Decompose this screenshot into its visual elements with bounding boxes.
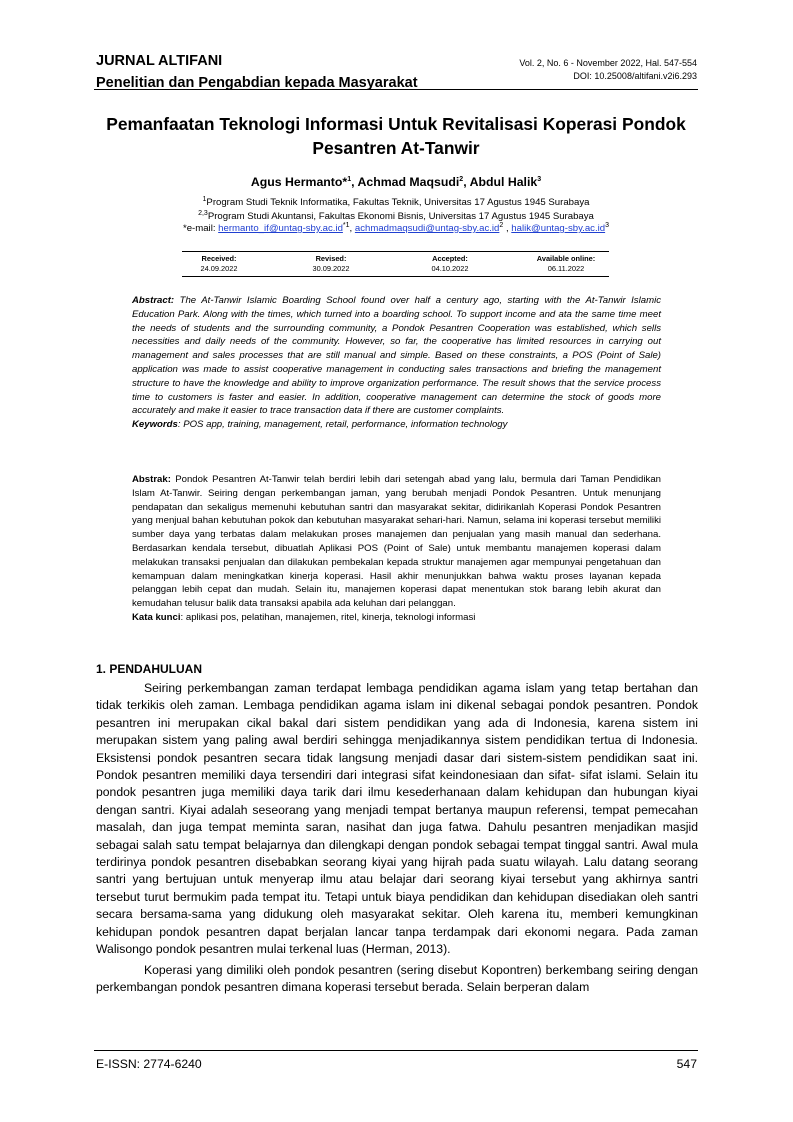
author-list (96, 175, 696, 189)
section-heading: 1. PENDAHULUAN (96, 662, 203, 676)
abstract-en-label: Abstract: (132, 295, 175, 306)
email-sep-1: , (349, 223, 355, 235)
journal-header (96, 52, 418, 93)
affiliation-2-text: Program Studi Akuntansi, Fakultas Ekonomi Bisnis, Universitas 17 Agustus 1945 Surabaya (207, 211, 594, 223)
abstract-id-text: Pondok Pesantren At-Tanwir telah berdiri lebih dari setengah abad yang lalu, bermula dari Taman Pendidikan Islam At-Tanwir. Seiring dengan perkembangan jaman, yang berubah menjadi Pondok Pesantren. Untuk menunjang pendapatan dan sekaligus memenuhi kebutuhan santri dan masyarakat sekitar, didirikanlah Koperasi Pondok Pesantren yang menjual bahan kebutuhan pokok dan kebutuhan masyarakat sehari-hari. Namun, selama ini koperasi tersebut memiliki sumber daya yang terbatas dalam melakukan proses manajemen dan penjualan yang masih manual dan sederhana. Berdasarkan kendala tersebut, dibuatlah Aplikasi POS (Point of Sale) untuk membantu manajemen koperasi dalam melakukan transaksi penjualan dan dilakukan pembekalan kepada struktur manajemen agar mempunyai pengetahuan dan kemampuan dalam meningkatkan kinerja koperasi. Hasil akhir menunjukkan bahwa waktu proses layanan kepada pelanggan lebih cepat dan mudah. Selain itu, manajemen koperasi dapat menentukan stok barang lebih akurat dan kemudahan telusur balik data transaksi apabila ada keluhan dari pelanggan. (132, 474, 661, 610)
affiliation-1-sup: 1 (202, 196, 207, 203)
accepted-label: Accepted: (432, 254, 468, 263)
email-link-3[interactable]: halik@untag-sby.ac.id (511, 223, 606, 235)
abstract-en-paragraph (132, 294, 661, 418)
body-text (96, 680, 698, 999)
online-label: Available online: (536, 254, 596, 263)
journal-name: JURNAL ALTIFANI (96, 53, 223, 69)
email-line (96, 222, 696, 234)
keywords-id (132, 611, 661, 625)
keywords-en-label: Keywords (132, 419, 178, 431)
email-2-sup: 2 (499, 222, 504, 229)
date-revised (281, 254, 381, 274)
email-sep-2: , (503, 223, 512, 235)
doi: DOI: 10.25008/altifani.v2i6.293 (573, 71, 697, 81)
author-1-sup: 1 (347, 175, 352, 183)
body-paragraph-1: Seiring perkembangan zaman terdapat lembaga pendidikan agama islam yang tetap bertahan dan tidak terkikis oleh zaman. Lembaga pendidikan agama islam ini dikenal sebagai pondok pesantren. Pondok pesantren ini merupakan cikal bakal dari sistem pendidikan yang ada di Indonesia, karena sistem ini merupakan sistem yang paling awal berdiri sehingga menjadikannya sistem pendidikan tertua di Indonesia. Eksistensi pondok pesantren secara tidak langsung menjadi dasar dari sistem-sistem pendidikan saat ini. Pondok pesantren memiliki daya tersendiri dari integrasi sifat keindonesiaan dan sifat- sifat islami. Selain itu pondok pesantren juga memiliki daya tarik dari ilmu kesederhanaan dalam kehidupan dan hubungan kiyai dengan santri. Kiyai adalah seseorang yang menjadi tempat bertanya maupun referensi, tempat pemecahan masalah, dan juga tempat meminta saran, nasihat dan juga fatwa. Dahulu pesantren menjadikan masjid sebagai salah satu tempat belajarnya dan dilengkapi dengan pondok sebagai tempat tinggal santri. Awal mula terdirinya pondok pesantren disebabkan seorang kiyai yang hijrah pada suatu wilayah. Lalu datang seorang santri yang bertujuan untuk menyerap ilmu atau belajar dari seorang kiyai tersebut yang akhirnya santri tersebut turut bermukim pada tempat itu. Tetapi untuk biaya pendidikan dan kehidupan disediakan oleh santri secara bersama-sama yang didukung oleh masyarakat sekitar. Oleh karena itu, memberi kemungkinan kehidupan pondok pesantren dapat berjalan lancar tanpa terdampak dari ekonomi negara. Pada zaman Walisongo pondok pesantren mulai terkenal luas (Herman, 2013). (96, 681, 698, 957)
affiliation-1-text: Program Studi Teknik Informatika, Fakultas Teknik, Universitas 17 Agustus 1945 Surabaya (206, 197, 590, 209)
revised-label: Revised: (315, 254, 347, 263)
footer-issn: E-ISSN: 2774-6240 (96, 1057, 202, 1071)
footer-divider (94, 1050, 698, 1051)
volume-info: Vol. 2, No. 6 - November 2022, Hal. 547-554 (519, 58, 697, 68)
date-online (516, 254, 616, 274)
revised-date: 30.09.2022 (312, 264, 350, 273)
abstract-en-text: The At-Tanwir Islamic Boarding School found over half a century ago, starting with the At-Tanwir Islamic Education Park. Along with the times, which turned into a boarding school. To support income and ata the same time meet the needs of students and the surrounding community, a Pondok Pesantren Cooperation was established, which sells necessities and daily needs of the community. However, so far, the cooperative has limited resources in carrying out management and sales processes that are still manual and simple. Based on these constraints, a POS (Point of Sale) application was made to assist cooperative management in conducting sales transactions and briefing the management structure to have the knowledge and ability to improve organization performance. The result shows that the service process time to customers is faster and easier. In addition, cooperative management can determine the stock of goods more accurately and make it easier to trace transaction data if there are customer complaints. (132, 295, 661, 417)
email-link-2[interactable]: achmadmaqsudi@untag-sby.ac.id (354, 223, 500, 235)
journal-subtitle: Penelitian dan Pengabdian kepada Masyarakat (96, 75, 418, 91)
journal-meta (519, 57, 697, 83)
header-divider (94, 89, 698, 90)
accepted-date: 04.10.2022 (431, 264, 469, 273)
email-link-1[interactable]: hermanto_if@untag-sby.ac.id (218, 223, 343, 235)
abstract-id-paragraph (132, 473, 661, 611)
article-title: Pemanfaatan Teknologi Informasi Untuk Revitalisasi Koperasi Pondok Pesantren At-Tanwir (106, 114, 686, 158)
abstract-english (132, 294, 661, 432)
keywords-en-text: : POS app, training, management, retail, performance, information technology (177, 419, 508, 431)
author-3: , Abdul Halik (463, 175, 538, 189)
online-date: 06.11.2022 (547, 264, 585, 273)
affiliation-2-sup: 2,3 (198, 210, 208, 217)
author-1: Agus Hermanto* (250, 175, 348, 189)
author-3-sup: 3 (537, 175, 542, 183)
author-2-sup: 2 (459, 175, 464, 183)
date-accepted (400, 254, 500, 274)
keywords-id-label: Kata kunci (132, 611, 181, 623)
abstract-indonesian (132, 473, 661, 625)
page-number: 547 (676, 1057, 697, 1071)
email-prefix: *e-mail: (182, 223, 219, 235)
date-received (169, 254, 269, 274)
email-1-sup: *1 (342, 222, 350, 229)
received-label: Received: (201, 254, 237, 263)
email-3-sup: 3 (605, 222, 610, 229)
keywords-en (132, 418, 661, 432)
article-dates (182, 251, 609, 277)
received-date: 24.09.2022 (200, 264, 238, 273)
keywords-id-text: : aplikasi pos, pelatihan, manajemen, ritel, kinerja, teknologi informasi (180, 611, 476, 623)
author-2: , Achmad Maqsudi (351, 175, 460, 189)
abstract-id-label: Abstrak: (132, 474, 171, 485)
body-paragraph-2: Koperasi yang dimiliki oleh pondok pesantren (sering disebut Kopontren) berkembang seiring dengan perkembangan pondok pesantren dimana koperasi tersebut berada. Selain berperan dalam (96, 962, 698, 994)
